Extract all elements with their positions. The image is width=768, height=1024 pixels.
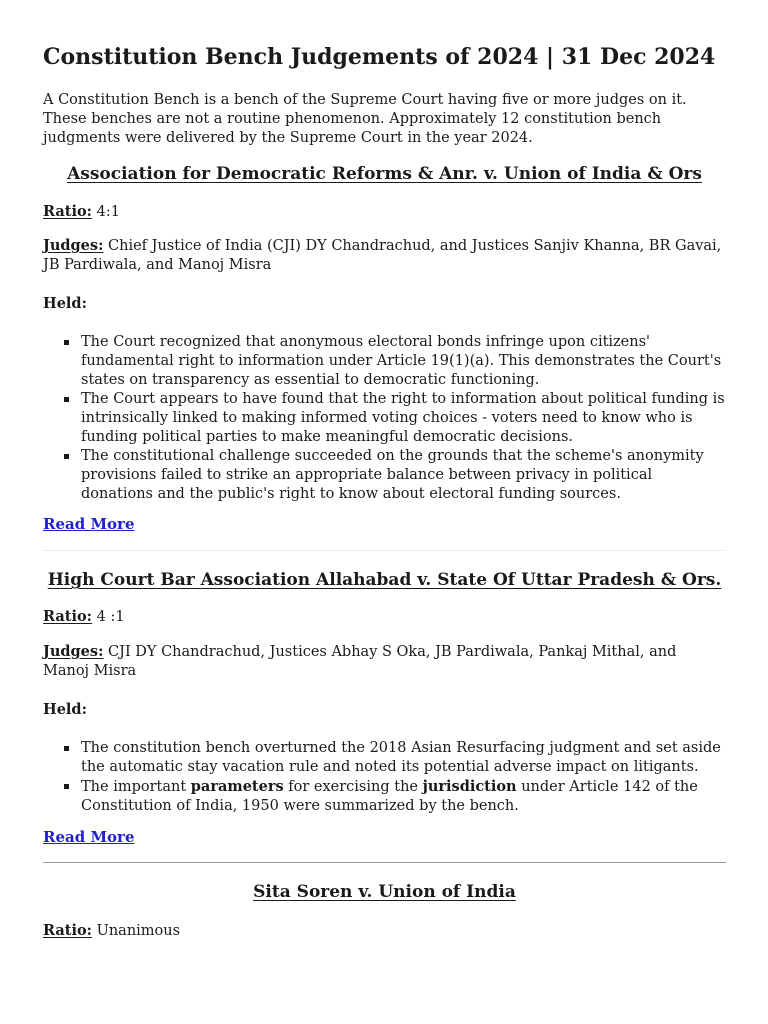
read-more-link[interactable]: Read More bbox=[43, 828, 135, 846]
case-heading bbox=[43, 568, 726, 592]
case-ratio bbox=[43, 607, 726, 627]
case-heading-text: Association for Democratic Reforms & Anr. v. Union of India & Ors bbox=[67, 164, 702, 184]
case-ratio bbox=[43, 921, 726, 941]
held-emphasis: parameters bbox=[190, 778, 284, 795]
held-text: The important bbox=[81, 779, 191, 795]
case-ratio bbox=[43, 202, 726, 222]
case-judges bbox=[43, 642, 726, 681]
ratio-label: Ratio: bbox=[43, 203, 93, 220]
ratio-value: Unanimous bbox=[96, 923, 181, 939]
judges-label: Judges: bbox=[43, 237, 104, 254]
case-judges bbox=[43, 236, 726, 275]
ratio-label: Ratio: bbox=[43, 922, 93, 939]
held-item bbox=[43, 777, 726, 816]
section-divider bbox=[43, 550, 726, 551]
held-text: under Article 142 of the Constitution of India, 1950 were summarized by the bench. bbox=[81, 779, 698, 814]
case-heading-text: Sita Soren v. Union of India bbox=[253, 882, 516, 902]
intro-paragraph: A Constitution Bench is a bench of the Supreme Court having five or more judges on it. These benches are not a routine phenomenon. Approximately 12 constitution bench judgments were delivered by the Supreme Court in the year 2024. bbox=[43, 92, 687, 146]
held-list bbox=[43, 739, 726, 816]
held-text: for exercising the bbox=[283, 779, 423, 795]
case-heading-text: High Court Bar Association Allahabad v. State Of Uttar Pradesh & Ors. bbox=[47, 570, 722, 590]
judges-label: Judges: bbox=[43, 643, 104, 660]
held-item: The constitutional challenge succeeded on the grounds that the scheme's anonymity provisions failed to strike an appropriate balance between privacy in political donations and the public's right to know about electoral funding sources. bbox=[43, 447, 726, 504]
held-list bbox=[43, 333, 726, 504]
held-label: Held: bbox=[43, 701, 87, 718]
held-item: The constitution bench overturned the 2018 Asian Resurfacing judgment and set aside the automatic stay vacation rule and noted its potential adverse impact on litigants. bbox=[43, 739, 726, 777]
case-heading bbox=[43, 162, 726, 186]
ratio-label: Ratio: bbox=[43, 608, 93, 625]
held-label: Held: bbox=[43, 295, 87, 312]
judges-value: CJI DY Chandrachud, Justices Abhay S Oka, JB Pardiwala, Pankaj Mithal, and Manoj Misra bbox=[43, 644, 677, 679]
held-item: The Court appears to have found that the right to information about political funding is intrinsically linked to making informed voting choices - voters need to know who is funding political parties to make meaningful democratic decisions. bbox=[43, 390, 726, 447]
held-item: The Court recognized that anonymous electoral bonds infringe upon citizens' fundamental right to information under Article 19(1)(a). This demonstrates the Court's states on transparency as essential to democratic functioning. bbox=[43, 333, 726, 390]
judges-value: Chief Justice of India (CJI) DY Chandrachud, and Justices Sanjiv Khanna, BR Gavai, JB Pardiwala, and Manoj Misra bbox=[43, 238, 722, 273]
section-divider bbox=[43, 862, 726, 863]
ratio-value: 4:1 bbox=[96, 204, 120, 220]
held-heading bbox=[43, 700, 726, 720]
page-title: Constitution Bench Judgements of 2024 | 31 Dec 2024 bbox=[43, 44, 716, 70]
held-heading bbox=[43, 294, 726, 314]
held-emphasis: jurisdiction bbox=[422, 778, 517, 795]
case-heading bbox=[43, 880, 726, 904]
ratio-value: 4 :1 bbox=[96, 609, 125, 625]
read-more-link[interactable]: Read More bbox=[43, 515, 135, 533]
